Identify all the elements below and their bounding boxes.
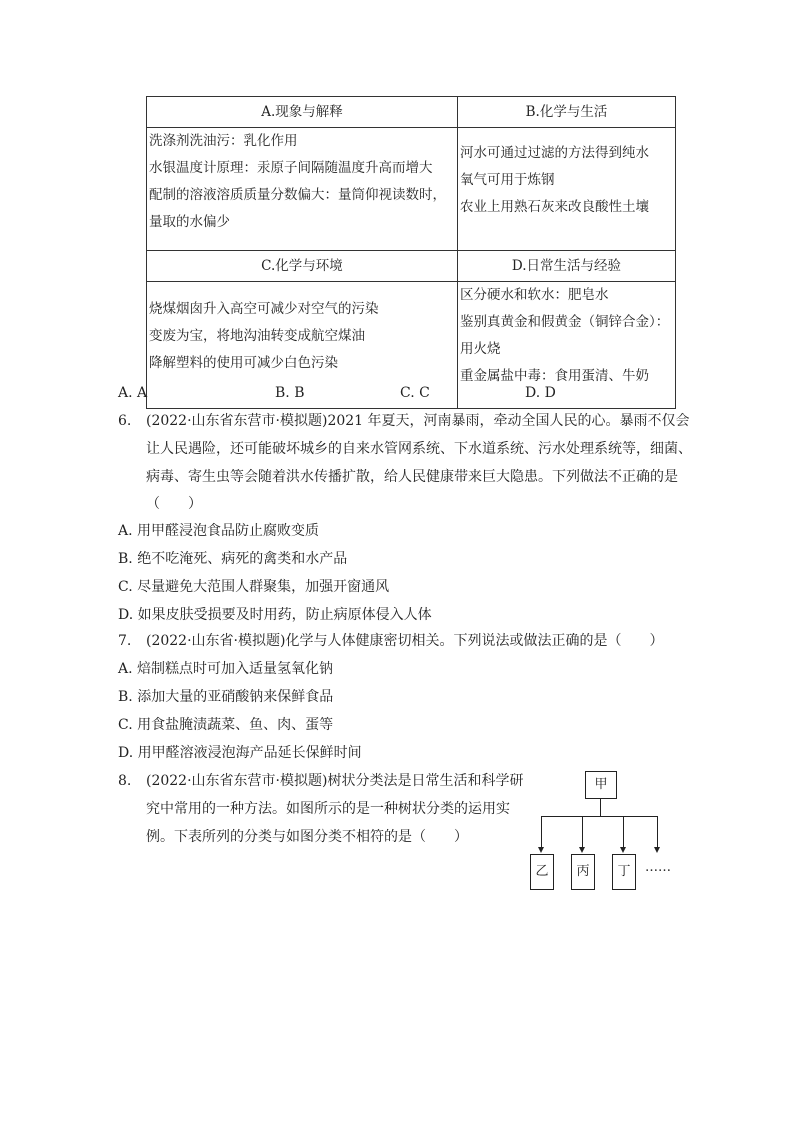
q5-option-a[interactable]: A. A bbox=[118, 385, 148, 401]
tree-connector bbox=[541, 816, 657, 817]
cell-line: 烧煤烟囱升入高空可减少对空气的污染 bbox=[149, 301, 379, 317]
tree-root-box: 甲 bbox=[585, 771, 617, 799]
q6-stem-line: （ ） bbox=[146, 496, 202, 512]
cell-line: 氧气可用于炼钢 bbox=[460, 172, 555, 188]
arrow-down-icon bbox=[620, 847, 626, 853]
cell-line: 农业上用熟石灰来改良酸性土壤 bbox=[460, 199, 649, 215]
q7-option-b[interactable]: B. 添加大量的亚硝酸钠来保鲜食品 bbox=[118, 689, 334, 705]
tree-connector bbox=[623, 816, 624, 848]
q6-option-c[interactable]: C. 尽量避免大范围人群聚集，加强开窗通风 bbox=[118, 579, 390, 595]
q6-stem-line: 让人民遇险，还可能破坏城乡的自来水管网系统、下水道系统、污水处理系统等，细菌、 bbox=[146, 441, 692, 457]
tree-child-box: 丙 bbox=[571, 854, 595, 890]
q5-option-d[interactable]: D. D bbox=[525, 385, 556, 401]
q7-option-c[interactable]: C. 用食盐腌渍蔬菜、鱼、肉、蛋等 bbox=[118, 717, 334, 733]
cell-line: 水银温度计原理：汞原子间隔随温度升高而增大 bbox=[149, 160, 433, 176]
cell-line: 洗涤剂洗油污：乳化作用 bbox=[149, 133, 298, 149]
q7-stem: (2022·山东省·模拟题)化学与人体健康密切相关。下列说法或做法正确的是（ ） bbox=[146, 633, 664, 649]
cell-line: 用火烧 bbox=[460, 341, 501, 357]
q6-option-d[interactable]: D. 如果皮肤受损要及时用药，防止病原体侵入人体 bbox=[118, 607, 432, 623]
table-header-c: C.化学与环境 bbox=[147, 251, 458, 282]
table-header-d: D.日常生活与经验 bbox=[458, 251, 676, 282]
tree-connector bbox=[600, 798, 601, 816]
cell-line: 降解塑料的使用可减少白色污染 bbox=[149, 355, 338, 371]
q7-option-d[interactable]: D. 用甲醛溶液浸泡海产品延长保鲜时间 bbox=[118, 745, 362, 761]
q8-stem-line: (2022·山东省东营市·模拟题)树状分类法是日常生活和科学研 bbox=[146, 773, 524, 789]
q8-number: 8. bbox=[118, 773, 132, 789]
table-cell-a bbox=[147, 128, 458, 251]
table-cell-b bbox=[458, 128, 676, 251]
cell-line: 配制的溶液溶质质量分数偏大：量筒仰视读数时， bbox=[149, 187, 446, 203]
cell-line: 河水可通过过滤的方法得到纯水 bbox=[460, 145, 649, 161]
q6-number: 6. bbox=[118, 413, 132, 429]
q7-number: 7. bbox=[118, 633, 132, 649]
q6-stem-line: 病毒、寄生虫等会随着洪水传播扩散，给人民健康带来巨大隐患。下列做法不正确的是 bbox=[146, 469, 678, 485]
q8-stem-line: 例。下表所列的分类与如图分类不相符的是（ ） bbox=[146, 829, 468, 845]
q7-option-a[interactable]: A. 焙制糕点时可加入适量氢氧化钠 bbox=[118, 661, 334, 677]
table-row bbox=[147, 251, 676, 282]
q8-stem-line: 究中常用的一种方法。如图所示的是一种树状分类的运用实 bbox=[146, 801, 510, 817]
cell-line: 重金属盐中毒：食用蛋清、牛奶 bbox=[460, 368, 649, 384]
table-row bbox=[147, 128, 676, 251]
cell-line: 区分硬水和软水：肥皂水 bbox=[460, 287, 609, 303]
table-header-b: B.化学与生活 bbox=[458, 97, 676, 128]
cell-line: 鉴别真黄金和假黄金（铜锌合金）： bbox=[460, 314, 670, 330]
tree-child-box: 丁 bbox=[612, 854, 636, 890]
arrow-down-icon bbox=[654, 847, 660, 853]
q6-option-b[interactable]: B. 绝不吃淹死、病死的禽类和水产品 bbox=[118, 551, 348, 567]
tree-connector bbox=[657, 816, 658, 848]
cell-line: 量取的水偏少 bbox=[149, 214, 230, 230]
q5-option-c[interactable]: C. C bbox=[400, 385, 430, 401]
tree-connector bbox=[541, 816, 542, 848]
tree-ellipsis: …… bbox=[645, 860, 671, 875]
table-row bbox=[147, 97, 676, 128]
q5-option-b[interactable]: B. B bbox=[275, 385, 305, 401]
cell-line: 变废为宝，将地沟油转变成航空煤油 bbox=[149, 328, 365, 344]
q6-stem-line: (2022·山东省东营市·模拟题)2021 年夏天，河南暴雨，牵动全国人民的心。暴雨不仅会 bbox=[146, 413, 690, 429]
arrow-down-icon bbox=[579, 847, 585, 853]
comparison-table bbox=[146, 96, 676, 409]
tree-connector bbox=[582, 816, 583, 848]
table-header-a: A.现象与解释 bbox=[147, 97, 458, 128]
table-cell-d bbox=[458, 282, 676, 409]
tree-child-box: 乙 bbox=[530, 854, 554, 890]
q6-option-a[interactable]: A. 用甲醛浸泡食品防止腐败变质 bbox=[118, 523, 320, 539]
arrow-down-icon bbox=[538, 847, 544, 853]
